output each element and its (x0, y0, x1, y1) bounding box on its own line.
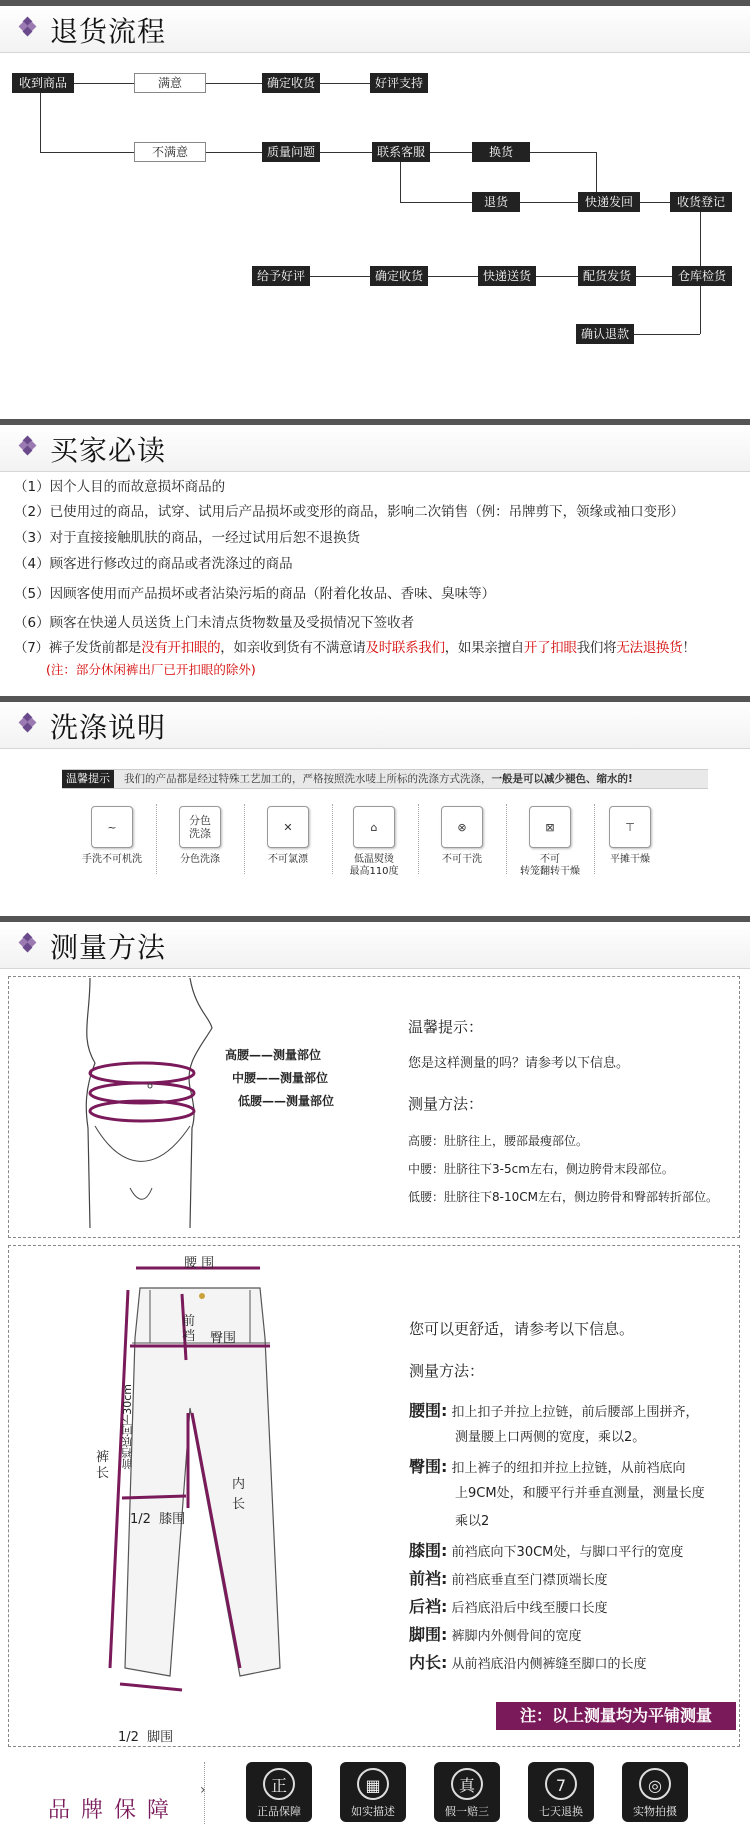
guarantee-badge (622, 1762, 688, 1822)
badge-label: 实物拍摄 (633, 1805, 677, 1818)
rule-item: （4）顾客进行修改过的商品或者洗涤过的商品 (14, 556, 293, 572)
flow-step-exchange: 换货 (472, 142, 530, 162)
inseam-key: 内长: (409, 1653, 448, 1672)
chevron-right-icon: › (200, 1782, 206, 1798)
badge-label: 七天退换 (539, 1805, 583, 1818)
torso-illustration (60, 978, 230, 1236)
rule-item: （1）因个人目的而故意损坏商品的 (14, 479, 226, 495)
wash-care-label: 低温熨烫 最高110度 (349, 854, 399, 877)
waist-key: 腰围: (409, 1401, 448, 1420)
rule-item: （5）因顾客使用而产品损坏或者沾染污垢的商品（附着化妆品、香味、臭味等） (14, 586, 496, 602)
guarantee-badge (246, 1762, 312, 1822)
flow-step-warehouse: 仓库检货 (672, 266, 732, 286)
rule-item: （2）已使用过的商品，试穿、试用后产品损坏或变形的商品，影响二次销售（例：吊牌剪下，领缘或袖口变形） (14, 504, 685, 520)
high-waist-desc: 高腰：肚脐往上，腰部最瘦部位。 (408, 1134, 589, 1148)
guarantee-badge (434, 1762, 500, 1822)
hem-key: 脚围: (409, 1625, 448, 1644)
divider (418, 804, 420, 874)
hip-desc-2: 上9CM处，和腰平行并垂直测量，测量长度 (455, 1486, 705, 1501)
pants-intro: 您可以更舒适，请参考以下信息。 (409, 1320, 635, 1338)
wash-care-label: 手洗不可机洗 (82, 854, 142, 865)
hip-desc-3: 乘以2 (455, 1514, 490, 1529)
wash-care-label: 不可 转笼翻转干燥 (520, 854, 580, 877)
no-dry-clean-icon: ⊗ (441, 806, 483, 848)
low-waist-label: 低腰——测量部位 (238, 1094, 335, 1108)
badge-icon: ▦ (357, 1768, 389, 1800)
wash-care-label: 分色洗涤 (180, 854, 220, 865)
wash-tip-bar (62, 769, 708, 789)
wash-care-label: 不可干洗 (442, 854, 482, 865)
rule-item-7: （7）裤子发货前都是没有开扣眼的，如亲收到货有不满意请及时联系我们，如果亲擅自开了扣眼我们将无法退换货！ (14, 640, 696, 656)
flow-step-express-deliver: 快递送货 (478, 266, 536, 286)
rule-item: （6）顾客在快递人员送货上门未清点货物数量及受损情况下签收者 (14, 615, 415, 631)
section-header-returns (0, 0, 750, 50)
flow-step-return: 退货 (472, 192, 520, 212)
badge-icon: 正 (263, 1768, 295, 1800)
half-knee-label: 1/2 膝围 (130, 1512, 186, 1527)
rule-item: （3）对于直接接触肌肤的商品，一经过试用后恕不退换货 (14, 530, 361, 546)
length-label: 裤 长 (96, 1450, 110, 1481)
flow-step-confirm-2: 确定收货 (370, 266, 428, 286)
hand-wash-no-machine-icon: ~ (91, 806, 133, 848)
hip-key: 臀围: (409, 1457, 448, 1476)
diamond-icon (20, 714, 34, 728)
flow-step-good-review: 好评支持 (370, 73, 428, 93)
flow-step-express-send: 快递发回 (578, 192, 640, 212)
flow-step-contact: 联系客服 (372, 142, 430, 162)
waist-desc-2: 测量腰上口两侧的宽度，乘以2。 (455, 1430, 646, 1445)
tip-title: 温馨提示： (408, 1018, 484, 1036)
back-rise-key: 后裆: (409, 1597, 448, 1616)
flow-step-receive: 收到商品 (12, 73, 74, 93)
no-tumble-dry-icon: ⊠ (529, 806, 571, 848)
flow-step-unsatisfied: 不满意 (134, 142, 206, 162)
wash-tip-text: 我们的产品都是经过特殊工艺加工的，严格按照洗水唛上所标的洗涤方式洗涤，一般是可以减少褪色、缩水的! (124, 773, 633, 785)
iron-low-icon: ⌂ (353, 806, 395, 848)
flow-step-receipt-reg: 收货登记 (670, 192, 732, 212)
flow-step-confirm-refund: 确认退款 (576, 324, 634, 344)
flow-step-dispatch: 配货发货 (578, 266, 636, 286)
knee-key: 膝围: (409, 1541, 448, 1560)
front-rise-label: 前 裆 (182, 1314, 196, 1344)
divider (506, 804, 508, 874)
divider (156, 804, 158, 874)
diamond-icon (20, 934, 34, 948)
section-header-wash (0, 696, 750, 746)
wash-care-item (72, 806, 152, 866)
flow-step-quality: 质量问题 (262, 142, 320, 162)
badge-icon: ◎ (639, 1768, 671, 1800)
guarantee-badge (340, 1762, 406, 1822)
badge-label: 正品保障 (257, 1805, 301, 1818)
flat-dry-icon: ⊤ (609, 806, 651, 848)
mid-waist-label: 中腰——测量部位 (232, 1071, 329, 1085)
wash-care-item (510, 806, 590, 878)
hip-label: 臀围 (210, 1331, 237, 1346)
section-title: 测量方法 (50, 931, 167, 964)
flow-step-confirm: 确定收货 (262, 73, 320, 93)
waist-label: 腰 围 (184, 1256, 215, 1271)
front-rise-key: 前裆: (409, 1569, 448, 1588)
no-bleach-icon: ✕ (267, 806, 309, 848)
wash-care-label: 不可氯漂 (268, 854, 308, 865)
mid-waist-desc: 中腰：肚脐往下3-5cm左右，侧边胯骨末段部位。 (408, 1162, 674, 1176)
wash-care-item (248, 806, 328, 866)
wash-care-item (422, 806, 502, 866)
section-title: 买家必读 (50, 434, 167, 467)
rise-note-label: 前裆底向下30cm (121, 1384, 134, 1470)
wash-tip-label: 温馨提示 (62, 770, 114, 788)
low-waist-desc: 低腰：肚脐往下8-10CM左右，侧边胯骨和臀部转折部位。 (408, 1190, 718, 1204)
half-hem-label: 1/2 脚围 (118, 1730, 174, 1745)
method-title: 测量方法： (409, 1362, 485, 1380)
flow-step-give-review: 给予好评 (252, 266, 310, 286)
high-waist-label: 高腰——测量部位 (225, 1048, 322, 1062)
wash-care-item (590, 806, 670, 866)
wash-care-item (334, 806, 414, 878)
method-title: 测量方法： (408, 1095, 484, 1113)
badge-label: 如实描述 (351, 1805, 395, 1818)
wash-care-item (160, 806, 240, 866)
section-header-measure (0, 916, 750, 966)
guarantee-badge (528, 1762, 594, 1822)
badge-icon: 7 (545, 1768, 577, 1800)
diamond-icon (20, 18, 34, 32)
flow-step-satisfied: 满意 (134, 73, 206, 93)
tip-question: 您是这样测量的吗？请参考以下信息。 (408, 1056, 630, 1071)
section-title: 退货流程 (50, 15, 167, 48)
wash-care-label: 平摊干燥 (610, 854, 650, 865)
inseam-label: 内 长 (232, 1477, 246, 1512)
divider (244, 804, 246, 874)
rule-note: (注：部分休闲裤出厂已开扣眼的除外) (46, 662, 256, 677)
section-title: 洗涤说明 (50, 711, 167, 744)
badge-icon: 真 (451, 1768, 483, 1800)
guarantee-title: 品 牌 保 障 (48, 1798, 171, 1823)
wash-separately-icon: 分色 洗涤 (179, 806, 221, 848)
diamond-icon (20, 437, 34, 451)
section-header-buyer (0, 419, 750, 469)
flat-measure-note: 注：以上测量均为平铺测量 (496, 1702, 736, 1730)
badge-label: 假一赔三 (445, 1805, 489, 1818)
